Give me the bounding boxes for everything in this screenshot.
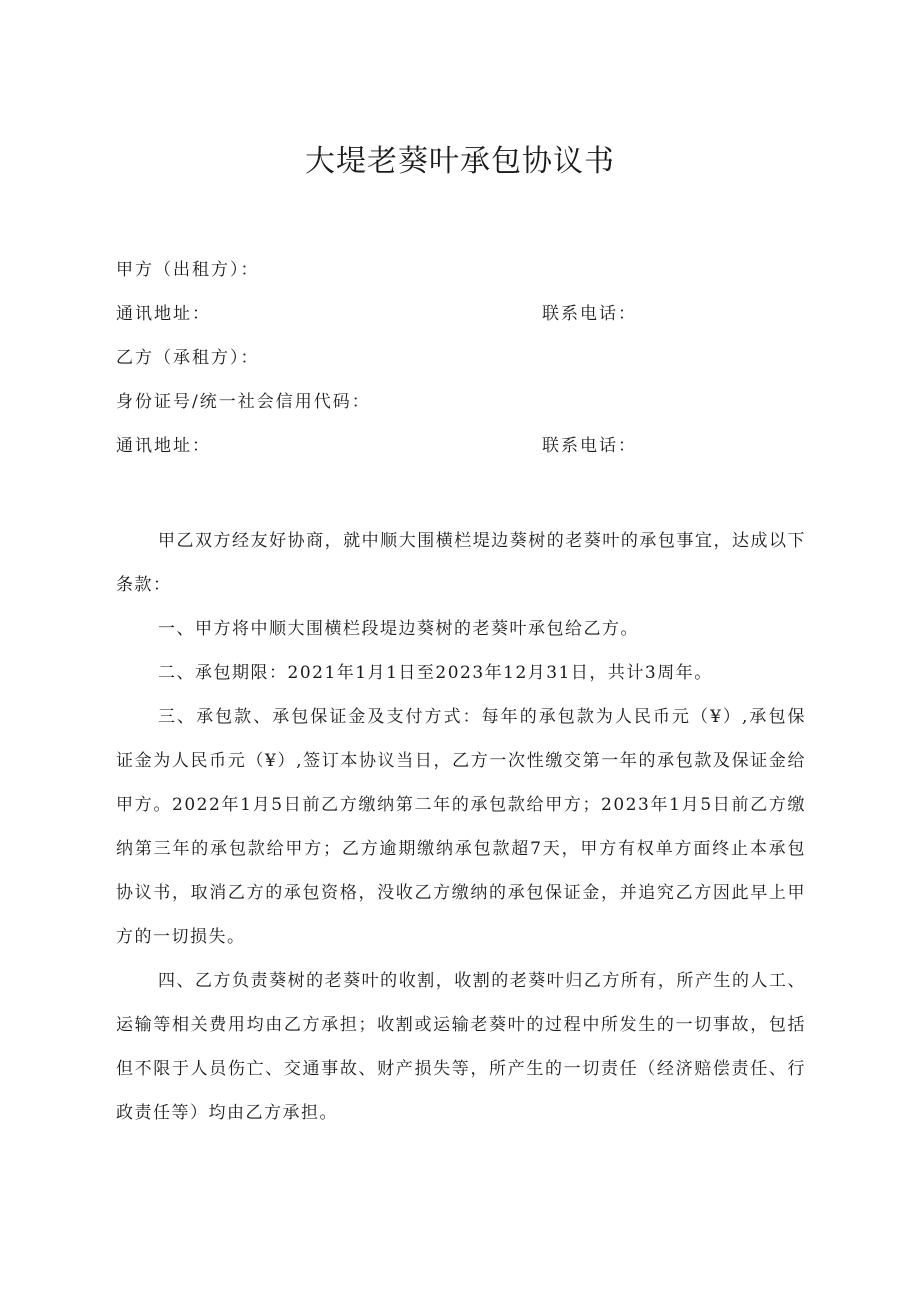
party-b-phone-label: 联系电话： (542, 436, 637, 456)
party-b-address-label: 通讯地址： (116, 436, 211, 456)
party-a-row (116, 255, 816, 299)
party-a-contact-row (116, 299, 816, 343)
paragraph-clause-2: 二、承包期限：2021年1月1日至2023年12月31日，共计3周年。 (158, 663, 713, 683)
agreement-body (116, 519, 806, 1135)
paragraph-intro: 甲乙双方经友好协商，就中顺大围横栏堤边葵树的老葵叶的承包事宜，达成以下条款： (116, 531, 806, 595)
party-a-phone-label: 联系电话： (542, 304, 637, 324)
party-b-id-label: 身份证号/统一社会信用代码： (116, 392, 371, 412)
party-b-row (116, 343, 816, 387)
paragraph-clause-4: 四、乙方负责葵树的老葵叶的收割，收割的老葵叶归乙方所有，所产生的人工、运输等相关费用均由乙方承担；收割或运输老葵叶的过程中所发生的一切事故，包括但不限于人员伤亡、交通事故、财产损失等，所产生的一切责任（经济赔偿责任、行政责任等）均由乙方承担。 (116, 971, 806, 1123)
paragraph-clause-1: 一、甲方将中顺大围横栏段堤边葵树的老葵叶承包给乙方。 (158, 619, 639, 639)
paragraph-clause-3: 三、承包款、承包保证金及支付方式：每年的承包款为人民币元（¥）,承包保证金为人民币元（¥）,签订本协议当日，乙方一次性缴交第一年的承包款及保证金给甲方。2022年1月5日前乙方缴纳第二年的承包款给甲方；2023年1月5日前乙方缴纳第三年的承包款给甲方；乙方逾期缴纳承包款超7天，甲方有权单方面终止本承包协议书，取消乙方的承包资格，没收乙方缴纳的承包保证金，并追究乙方因此早上甲方的一切损失。 (116, 707, 806, 947)
document-title: 大堤老葵叶承包协议书 (305, 144, 615, 179)
party-b-id-row (116, 387, 816, 431)
party-b-contact-row (116, 431, 816, 475)
party-b-label: 乙方（承租方）： (116, 348, 260, 368)
party-a-label: 甲方（出租方）： (116, 260, 260, 280)
party-a-address-label: 通讯地址： (116, 304, 211, 324)
party-info-block (116, 255, 816, 475)
